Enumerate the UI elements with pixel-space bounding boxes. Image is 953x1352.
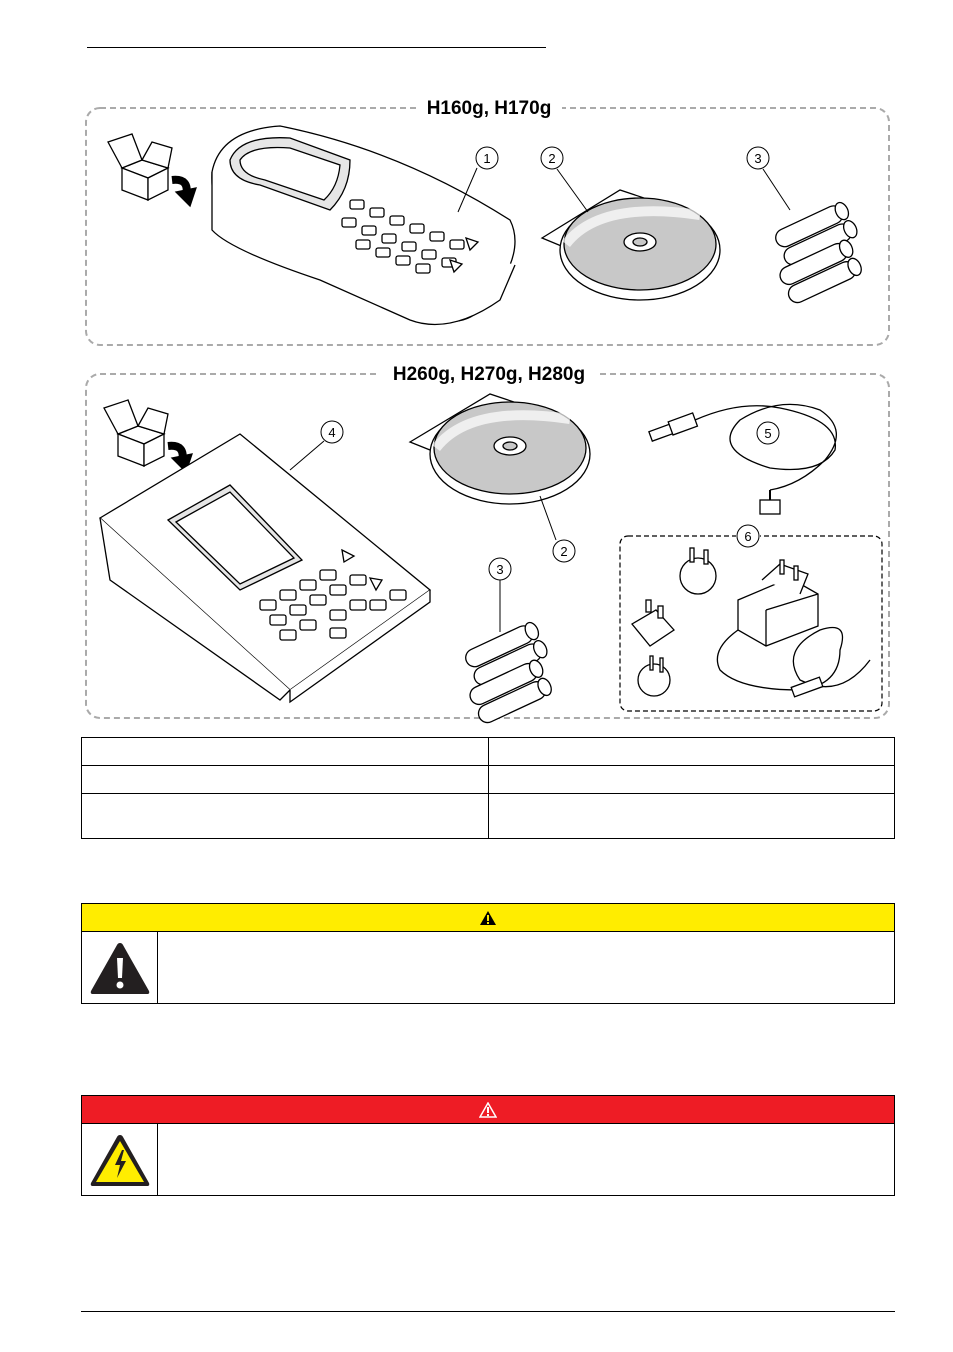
danger-notice xyxy=(81,1095,895,1196)
warning-notice xyxy=(81,903,895,1004)
callout-6-label: 6 xyxy=(744,529,752,544)
table-row xyxy=(82,766,895,794)
usb-cable-image xyxy=(649,404,836,514)
batteries-image-2 xyxy=(452,620,565,724)
batteries-image-1 xyxy=(762,200,875,305)
callout-3b-label: 3 xyxy=(496,562,504,577)
header-rule xyxy=(87,47,546,48)
table-row xyxy=(82,794,895,839)
exclamation-triangle-icon xyxy=(89,940,151,996)
callout-2b xyxy=(540,496,575,562)
open-box-icon-2 xyxy=(104,400,192,472)
callout-2b-label: 2 xyxy=(560,544,568,559)
table-row xyxy=(82,738,895,766)
power-adapter-image xyxy=(632,548,870,697)
open-box-icon xyxy=(108,134,196,206)
cd-disc-image-2 xyxy=(410,394,590,504)
group1-title: H160g, H170g xyxy=(426,98,552,119)
warning-triangle-icon xyxy=(479,1102,497,1118)
group2-title: H260g, H270g, H280g xyxy=(392,364,586,385)
callout-5-label: 5 xyxy=(764,426,772,441)
warning-bar xyxy=(82,904,894,932)
warning-triangle-icon xyxy=(479,910,497,926)
benchtop-meter-image xyxy=(100,434,430,702)
callout-3a-label: 3 xyxy=(754,151,762,166)
cd-disc-image-1 xyxy=(542,190,720,300)
callout-4-label: 4 xyxy=(328,425,336,440)
items-supplied-figure xyxy=(80,90,892,724)
callout-2a-label: 2 xyxy=(548,151,556,166)
callout-1-label: 1 xyxy=(483,151,491,166)
footer-rule xyxy=(81,1311,895,1312)
electrical-hazard-icon xyxy=(89,1132,151,1188)
items-table xyxy=(81,737,895,839)
handheld-meter-image xyxy=(212,126,515,325)
danger-bar xyxy=(82,1096,894,1124)
